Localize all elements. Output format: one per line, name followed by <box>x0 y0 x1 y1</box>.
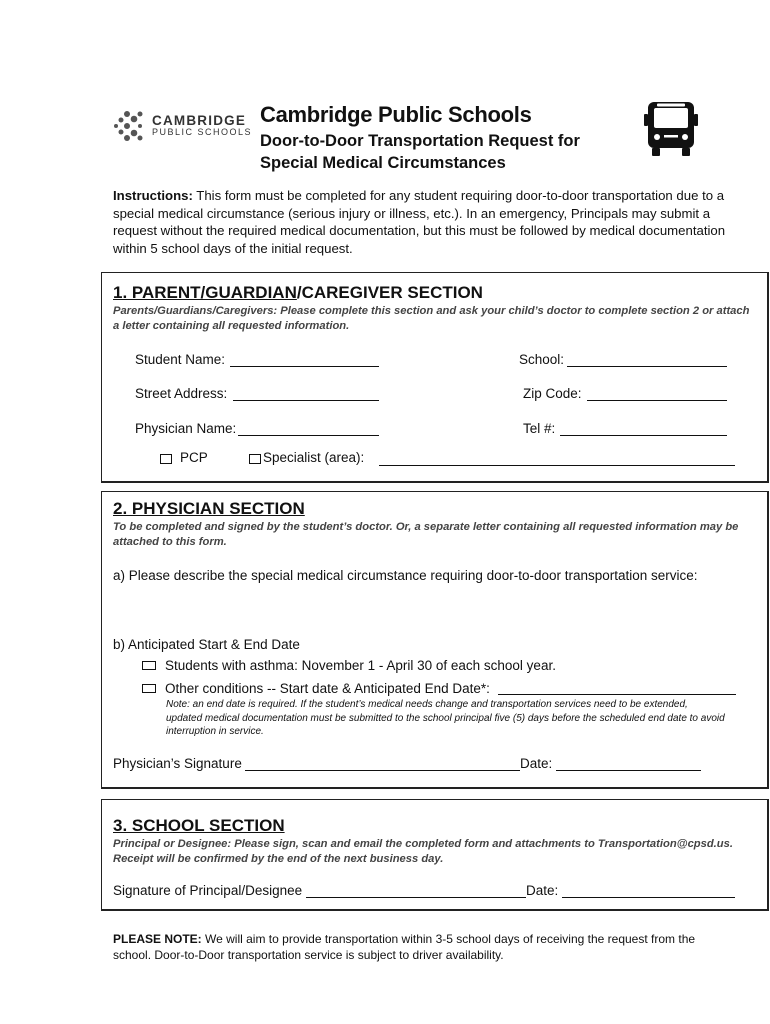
principal-signature-field[interactable] <box>306 897 526 898</box>
section1-note: Parents/Guardians/Caregivers: Please complete this section and ask your child’s doctor to complete section 2 or attach a letter containing all requested information. <box>113 305 750 332</box>
school-field[interactable] <box>567 366 727 367</box>
question-b: b) Anticipated Start & End Date <box>113 637 300 652</box>
pcp-checkbox[interactable] <box>160 454 172 464</box>
section2-title: 2. PHYSICIAN SECTION <box>113 499 305 518</box>
school-bus-icon <box>644 100 698 158</box>
specialist-checkbox[interactable] <box>249 454 261 464</box>
physician-date-label: Date: <box>520 756 553 771</box>
please-note-label: PLEASE NOTE: <box>113 932 202 946</box>
other-conditions-checkbox[interactable] <box>142 684 156 693</box>
principal-signature-label: Signature of Principal/Designee <box>113 883 303 898</box>
subtitle-line-2: Special Medical Circumstances <box>260 154 506 172</box>
principal-date-field[interactable] <box>562 897 735 898</box>
page-subtitle <box>260 130 660 174</box>
physician-signature-label: Physician’s Signature <box>113 756 242 771</box>
physician-signature-field[interactable] <box>245 770 520 771</box>
physician-name-label: Physician Name: <box>135 421 237 436</box>
tel-label: Tel #: <box>523 421 556 436</box>
section1-title-rest: /CAREGIVER SECTION <box>296 283 483 302</box>
logo-wordmark: CAMBRIDGE <box>152 113 247 128</box>
circumstance-description-area[interactable] <box>113 587 753 632</box>
section3-note: Principal or Designee: Please sign, scan and email the completed form and attachments to Transportation@cpsd.us. Receipt will be confirmed by the end of the next business day. <box>113 838 733 865</box>
logo-subtitle: PUBLIC SCHOOLS <box>152 127 253 137</box>
please-note-body: We will aim to provide transportation within 3-5 school days of receiving the request from the school. Door-to-Door transportation service is subject to driver availability. <box>113 932 696 962</box>
student-name-label: Student Name: <box>135 352 226 367</box>
subtitle-line-1: Door-to-Door Transportation Request for <box>260 132 580 150</box>
other-conditions-label: Other conditions -- Start date & Anticipated End Date*: <box>165 681 490 696</box>
page-title: Cambridge Public Schools <box>260 102 532 127</box>
section1-title <box>113 283 483 303</box>
specialist-label: Specialist (area): <box>263 450 365 465</box>
tel-field[interactable] <box>560 435 727 436</box>
physician-date-field[interactable] <box>556 770 701 771</box>
instructions-text <box>113 187 733 257</box>
zip-code-field[interactable] <box>587 400 727 401</box>
principal-date-label: Date: <box>526 883 559 898</box>
section3-title: 3. SCHOOL SECTION <box>113 816 285 835</box>
instructions-label: Instructions: <box>113 188 193 203</box>
instructions-body: This form must be completed for any student requiring door-to-door transportation due to a special medical circumstance (serious injury or illness, etc.). In an emergency, Principals may submit a request without the required medical documentation, but this must be followed by medical documentation within 5 school days of the initial request. <box>113 188 726 256</box>
end-date-note: Note: an end date is required. If the student’s medical needs change and transportation services need to be extended, updated medical documentation must be submitted to the school principal five (5) days before the scheduled end date to avoid interruption in service. <box>166 699 725 737</box>
school-label: School: <box>519 352 565 367</box>
street-address-field[interactable] <box>233 400 379 401</box>
question-a: a) Please describe the special medical circumstance requiring door-to-door transportation service: <box>113 568 698 583</box>
asthma-option-label: Students with asthma: November 1 - April 30 of each school year. <box>165 658 556 673</box>
pcp-label: PCP <box>180 450 208 465</box>
asthma-checkbox[interactable] <box>142 661 156 670</box>
student-name-field[interactable] <box>230 366 379 367</box>
street-address-label: Street Address: <box>135 386 228 401</box>
logo-mark-icon <box>112 106 152 146</box>
specialist-field[interactable] <box>379 465 735 466</box>
section1-title-underlined: 1. PARENT/GUARDIAN <box>113 283 297 302</box>
please-note <box>113 931 733 963</box>
physician-name-field[interactable] <box>238 435 379 436</box>
section2-note: To be completed and signed by the student’s doctor. Or, a separate letter containing all requested information may be attached to this form. <box>113 521 739 548</box>
end-date-field[interactable] <box>498 694 736 695</box>
zip-code-label: Zip Code: <box>523 386 582 401</box>
